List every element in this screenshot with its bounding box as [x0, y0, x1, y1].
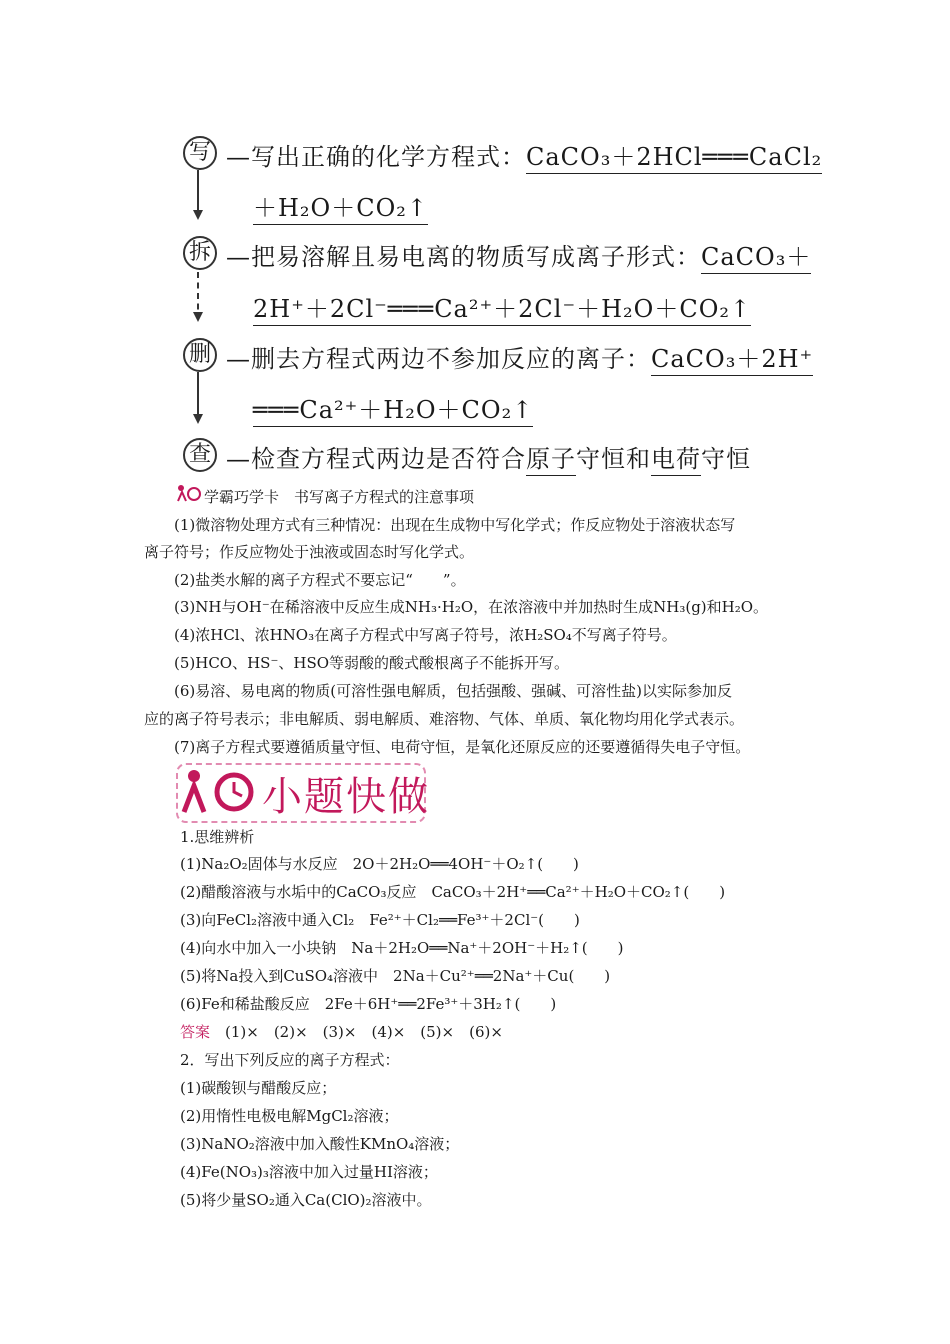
step-check-blank-atom: 原子 [526, 445, 576, 476]
step-check-label: —检查方程式两边是否符合 [226, 445, 526, 473]
tip-line: (2)盐类水解的离子方程式不要忘记“ ”。 [174, 571, 466, 589]
tip-line: (1)微溶物处理方式有三种情况：出现在生成物中写化学式；作反应物处于溶液状态写 [174, 516, 736, 534]
step-write-label: —写出正确的化学方程式： [226, 143, 526, 171]
step-delete-circle: 删 [183, 338, 217, 372]
question-item: (6)Fe和稀盐酸反应 2Fe＋6H⁺══2Fe³⁺＋3H₂↑( ) [180, 995, 557, 1013]
answer-line [180, 1021, 503, 1042]
tip-line: 离子符号；作反应物处于浊液或固态时写化学式。 [144, 543, 475, 561]
answer-text: (1)× (2)× (3)× (4)× (5)× (6)× [210, 1023, 503, 1041]
step-delete-equation: CaCO₃＋2H⁺ [651, 345, 813, 376]
question-item: (4)Fe(NO₃)₃溶液中加入过量HI溶液； [180, 1163, 438, 1181]
question-1-title: 1.思维辨析 [180, 828, 255, 846]
answer-label: 答案 [180, 1023, 211, 1041]
step-delete-equation-cont: ═══Ca²⁺＋H₂O＋CO₂↑ [253, 396, 533, 427]
question-item: (1)Na₂O₂固体与水反应 2O＋2H₂O══4OH⁻＋O₂↑( ) [180, 855, 579, 873]
step-split-text [226, 237, 811, 272]
step-check-circle: 查 [183, 438, 217, 472]
step-write-equation-cont: ＋H₂O＋CO₂↑ [253, 194, 428, 225]
step-check-text [226, 439, 751, 474]
quick-banner-title: 小题快做 [262, 774, 430, 820]
tip-line: (7)离子方程式要遵循质量守恒、电荷守恒，是氧化还原反应的还要遵循得失电子守恒。 [174, 738, 751, 756]
question-2-title: 2．写出下列反应的离子方程式： [180, 1051, 400, 1069]
step-split-equation: CaCO₃＋ [701, 243, 811, 274]
step-write-circle: 写 [183, 136, 217, 170]
quick-logo-icon [180, 768, 258, 814]
step-split-continuation [253, 289, 751, 324]
step-check-blank-charge: 电荷 [651, 445, 701, 476]
question-item: (2)醋酸溶液与水垢中的CaCO₃反应 CaCO₃＋2H⁺══Ca²⁺＋H₂O＋CO₂↑( ) [180, 883, 726, 901]
question-item: (5)将Na投入到CuSO₄溶液中 2Na＋Cu²⁺══2Na⁺＋Cu( ) [180, 967, 611, 985]
step-split-circle: 拆 [183, 236, 217, 270]
tip-logo-icon [176, 484, 202, 502]
tip-line: (6)易溶、易电离的物质(可溶性强电解质，包括强酸、强碱、可溶性盐)以实际参加反 [174, 682, 732, 700]
question-item: (2)用惰性电极电解MgCl₂溶液； [180, 1107, 399, 1125]
down-arrow-icon [197, 372, 199, 422]
step-delete-text [226, 339, 813, 374]
step-delete-continuation [253, 390, 533, 425]
step-write-equation: CaCO₃＋2HCl═══CaCl₂ [526, 143, 822, 174]
step-write-text [226, 137, 822, 172]
down-arrow-icon [197, 272, 199, 320]
step-check-mid: 守恒和 [576, 445, 651, 473]
step-split-equation-cont: 2H⁺＋2Cl⁻═══Ca²⁺＋2Cl⁻＋H₂O＋CO₂↑ [253, 295, 751, 326]
tip-title: 学霸巧学卡 书写离子方程式的注意事项 [204, 488, 475, 506]
tip-line: 应的离子符号表示；非电解质、弱电解质、难溶物、气体、单质、氧化物均用化学式表示。 [144, 710, 745, 728]
question-item: (5)将少量SO₂通入Ca(ClO)₂溶液中。 [180, 1191, 432, 1209]
step-check-end: 守恒 [701, 445, 751, 473]
question-item: (1)碳酸钡与醋酸反应； [180, 1079, 337, 1097]
tip-line: (5)HCO、HS⁻、HSO等弱酸的酸式酸根离子不能拆开写。 [174, 654, 570, 672]
question-item: (4)向水中加入一小块钠 Na＋2H₂O══Na⁺＋2OH⁻＋H₂↑( ) [180, 939, 624, 957]
down-arrow-icon [197, 170, 199, 218]
step-write-continuation [253, 188, 428, 223]
question-item: (3)NaNO₂溶液中加入酸性KMnO₄溶液； [180, 1135, 460, 1153]
tip-line: (4)浓HCl、浓HNO₃在离子方程式中写离子符号，浓H₂SO₄不写离子符号。 [174, 626, 677, 644]
step-delete-label: —删去方程式两边不参加反应的离子： [226, 345, 651, 373]
tip-line: (3)NH与OH⁻在稀溶液中反应生成NH₃·H₂O，在浓溶液中并加热时生成NH₃(g)和H₂O。 [174, 598, 769, 616]
question-item: (3)向FeCl₂溶液中通入Cl₂ Fe²⁺＋Cl₂══Fe³⁺＋2Cl⁻( ) [180, 911, 580, 929]
step-split-label: —把易溶解且易电离的物质写成离子形式： [226, 243, 701, 271]
